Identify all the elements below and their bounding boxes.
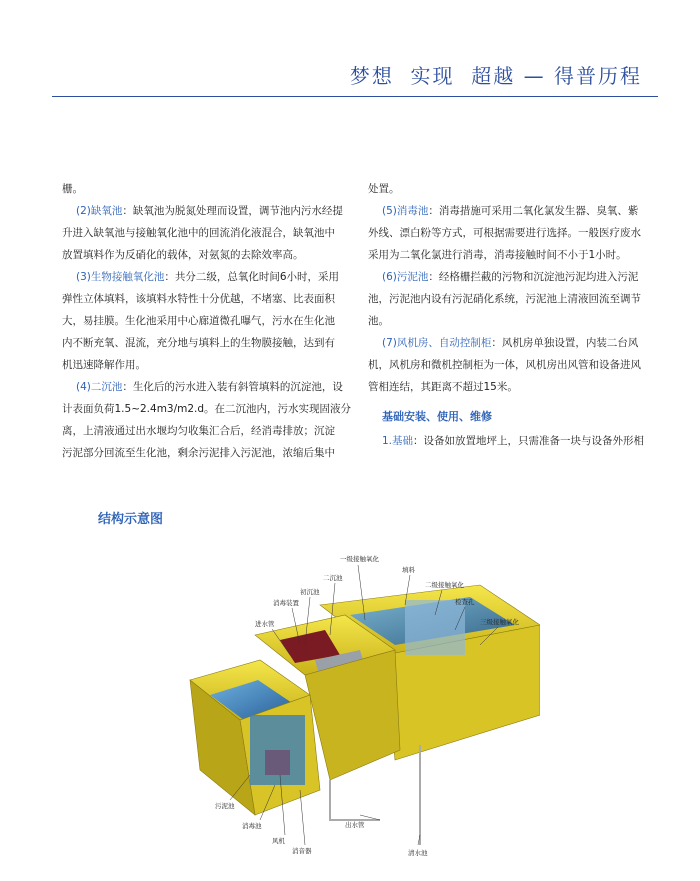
- text-line: 内不断充氧、混流，充分地与填料上的生物膜接触，达到有: [62, 337, 335, 349]
- paragraph-label: (4)二沉池: [76, 381, 123, 393]
- text-line: 池。: [368, 315, 389, 327]
- paragraph-lead-line: [62, 266, 352, 288]
- label-l1: 一级接触氧化: [340, 555, 379, 563]
- text-line: 升进入缺氧池与接触氧化池中的回流消化液混合，缺氧池中: [62, 227, 335, 239]
- paragraph-text: ：缺氧池为脱氮处理而设置，调节池内污水经提: [122, 205, 343, 217]
- label-l3: 二沉池: [323, 574, 343, 582]
- paragraph-lead-line: [368, 266, 658, 288]
- right-text-column: [368, 178, 658, 452]
- label-l8: 三级接触氧化: [480, 618, 519, 626]
- text-line: 池，污泥池内设有污泥硝化系统，污泥池上清液回流至调节: [368, 293, 641, 305]
- paragraph-lead-line: [62, 200, 352, 222]
- text-line: 管相连结，其距离不超过15米。: [368, 381, 518, 393]
- label-l4: 初沉池: [300, 588, 320, 596]
- label-l2: 填料: [402, 566, 415, 574]
- paragraph-label: (3)生物接触氧化池: [76, 271, 165, 283]
- paragraph-lead-line: [368, 200, 658, 222]
- paragraph-text: ：生化后的污水进入装有斜管填料的沉淀池，设: [122, 381, 343, 393]
- figure-title: 结构示意图: [98, 512, 164, 527]
- label-l10: 污泥池: [215, 802, 235, 810]
- paragraph-lead-line: [62, 376, 352, 398]
- text-line: 栅。: [62, 183, 83, 195]
- paragraph-label: (7)风机房、自动控制柜: [382, 337, 492, 349]
- paragraph-text: ：消毒措施可采用二氧化氯发生器、臭氧、紫: [428, 205, 639, 217]
- label-l7: 检查孔: [455, 598, 475, 606]
- paragraph-lead-line: [368, 430, 658, 452]
- text-line: 污泥部分回流至生化池，剩余污泥排入污泥池，浓缩后集中: [62, 447, 335, 459]
- label-l6: 消毒装置: [273, 599, 299, 607]
- paragraph-text: ：共分二级，总氧化时间6小时，采用: [164, 271, 340, 283]
- text-line: 计表面负荷1.5~2.4m3/m2.d。在二沉池内，污水实现固液分: [62, 403, 352, 415]
- paragraph-label: (2)缺氧池: [76, 205, 123, 217]
- text-line: 机迅速降解作用。: [62, 359, 146, 371]
- page-header-title: 梦想 实现 超越 — 得普历程: [349, 64, 642, 88]
- pipe-outlet: [330, 780, 380, 820]
- paragraph-lead-line: [368, 332, 658, 354]
- text-line: 弹性立体填料，该填料水特性十分优越，不堵塞、比表面积: [62, 293, 335, 305]
- text-line: 大，易挂膜。生化池采用中心廊道微孔曝气，污水在生化池: [62, 315, 335, 327]
- label-l9: 进水管: [255, 620, 275, 628]
- label-l15: 清水池: [408, 849, 428, 857]
- label-l12: 出水管: [345, 821, 365, 829]
- paragraph-label: 1.基础: [382, 435, 414, 447]
- blower: [265, 750, 290, 775]
- label-l11: 消毒池: [242, 822, 262, 830]
- paragraph-text: ：设备如放置地坪上，只需准备一块与设备外形相: [413, 435, 645, 447]
- header-divider: [52, 96, 658, 97]
- paragraph-label: (6)污泥池: [382, 271, 429, 283]
- text-line: 放置填料作为反硝化的载体，对氨氮的去除效率高。: [62, 249, 304, 261]
- paragraph-text: ：风机房单独设置，内装二台风: [491, 337, 639, 349]
- text-line: 处置。: [368, 183, 400, 195]
- structure-diagram: [180, 545, 540, 875]
- text-line: 采用为二氧化氯进行消毒，消毒接触时间不小于1小时。: [368, 249, 627, 261]
- label-l14: 消音器: [292, 847, 312, 855]
- label-l13: 风机: [272, 837, 285, 845]
- section-heading: 基础安装、使用、维修: [382, 410, 492, 423]
- text-line: 外线、漂白粉等方式，可根据需要进行选择。一般医疗废水: [368, 227, 641, 239]
- text-line: 离，上清液通过出水堰均匀收集汇合后，经消毒排放；沉淀: [62, 425, 335, 437]
- paragraph-label: (5)消毒池: [382, 205, 429, 217]
- left-text-column: [62, 178, 352, 464]
- paragraph-text: ：经格栅拦截的污物和沉淀池污泥均进入污泥: [428, 271, 639, 283]
- label-l5: 二级接触氧化: [425, 581, 464, 589]
- text-line: 机，风机房和微机控制柜为一体，风机房出风管和设备进风: [368, 359, 641, 371]
